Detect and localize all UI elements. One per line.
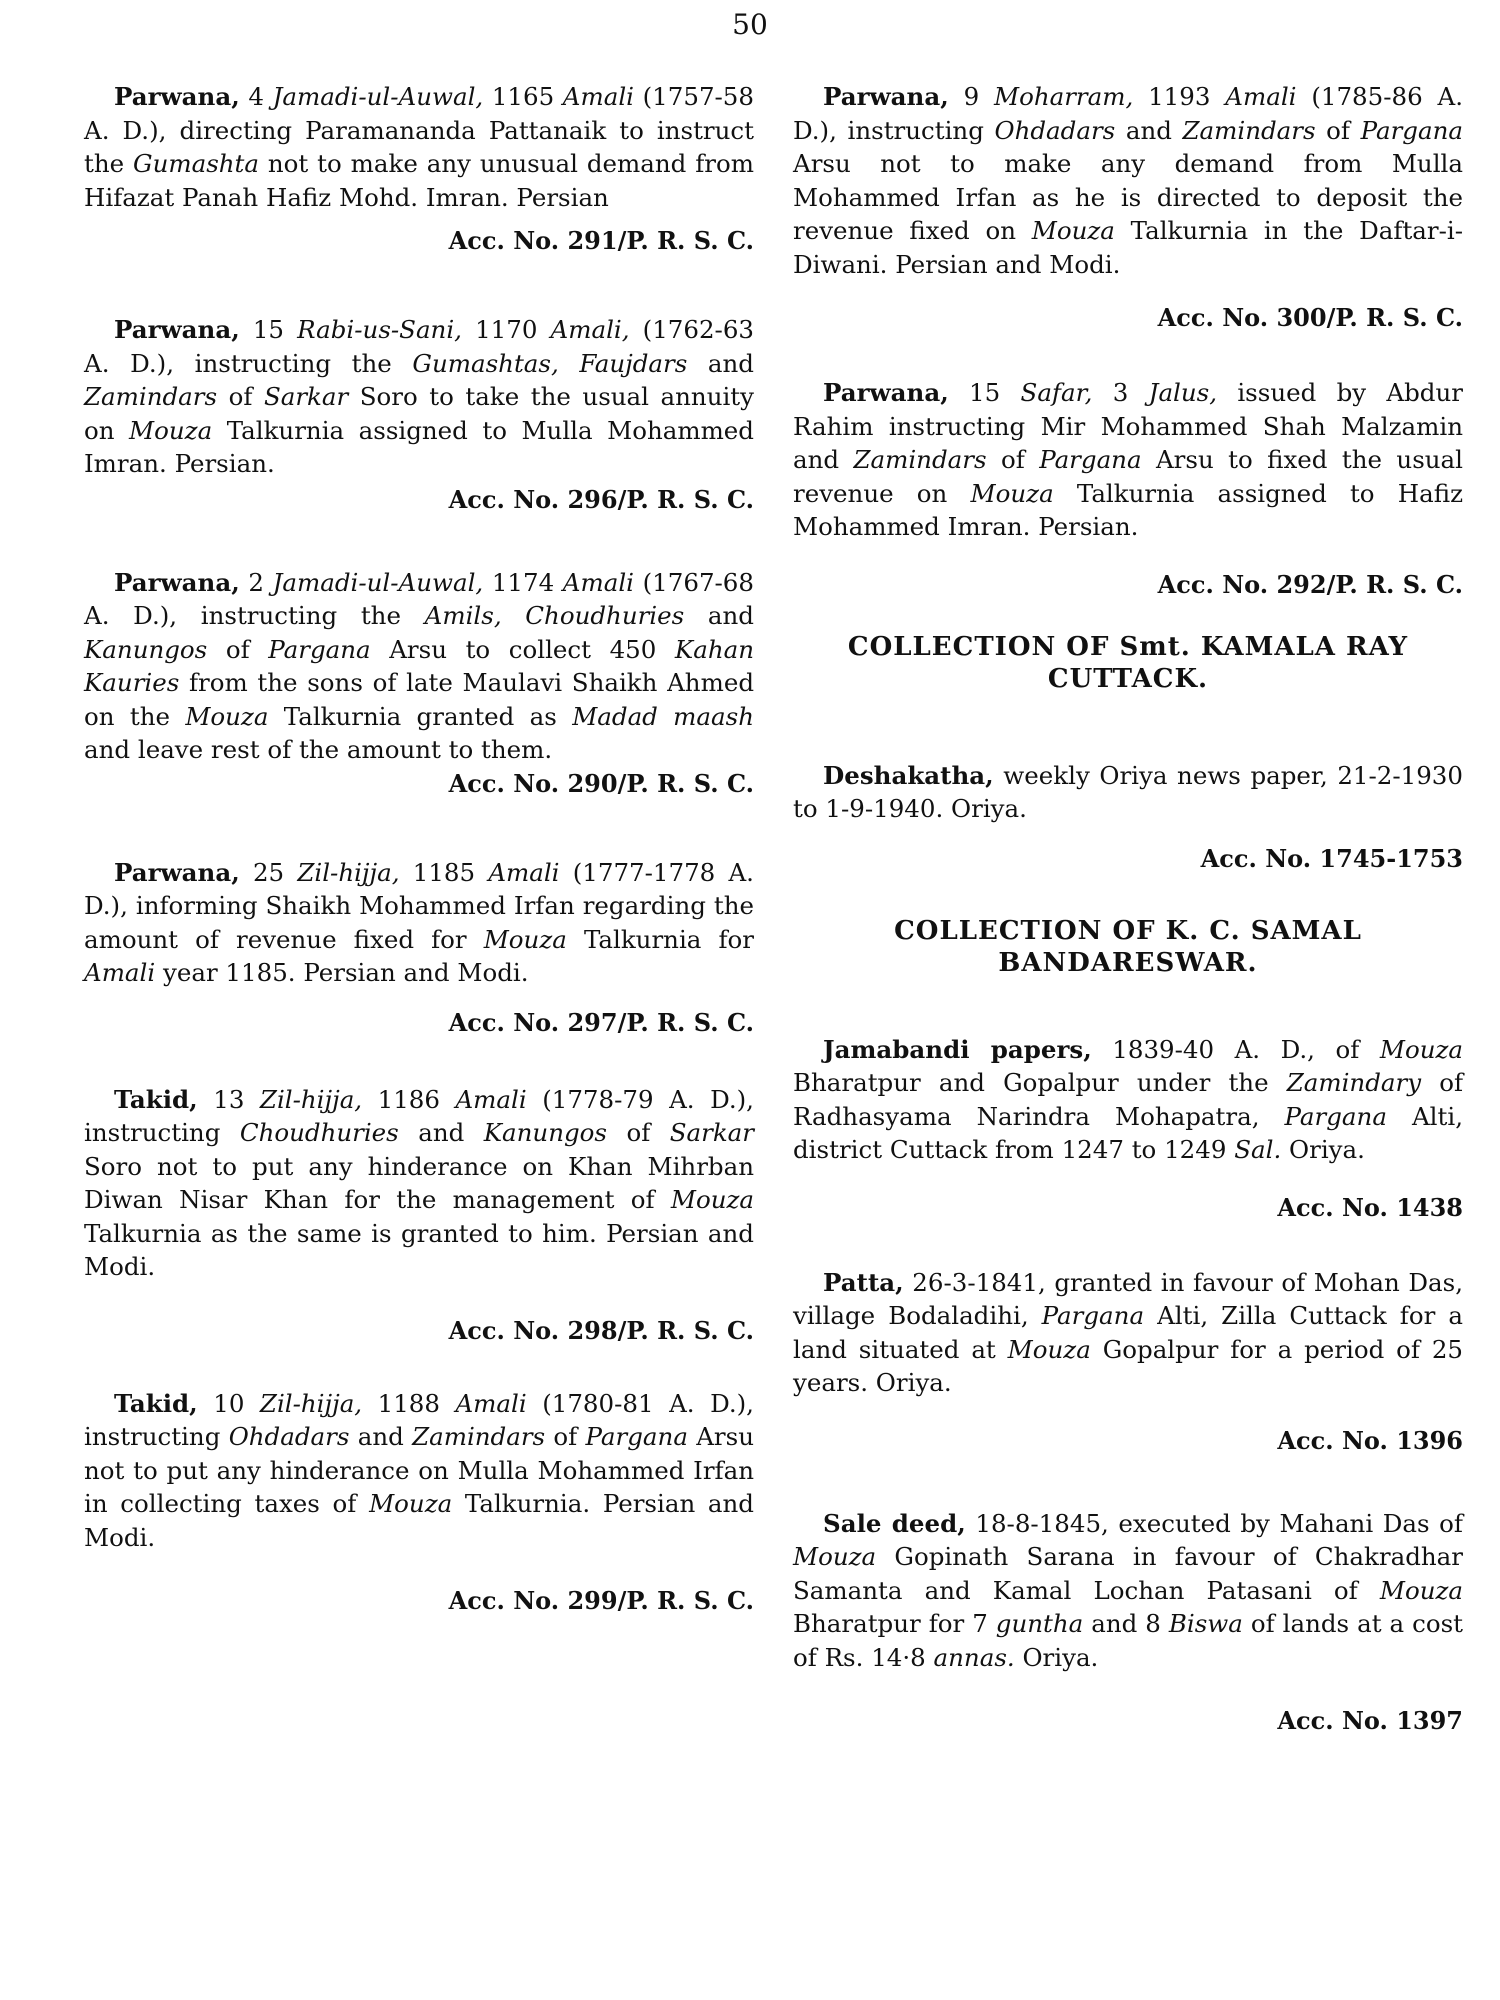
italic-term: Mouza <box>1031 216 1115 245</box>
entry-text <box>793 1507 1463 1675</box>
entry-fragment: (1780-81 A. D.), instructing <box>84 1388 754 1451</box>
entry-fragment: and <box>349 1422 413 1451</box>
entry-title: Deshakatha, <box>823 760 994 790</box>
page-number: 50 <box>732 8 768 41</box>
entry-fragment: 15 <box>239 315 298 344</box>
italic-term: Pargana <box>1039 445 1142 474</box>
entry-title: Takid, <box>114 1084 198 1114</box>
catalogue-entry <box>84 313 754 514</box>
catalogue-entry <box>793 759 1463 873</box>
italic-term: Pargana <box>1360 115 1463 145</box>
entry-fragment: Arsu not to make any demand from Mulla Mohammed Irfan as he is directed to deposit the revenue fixed on <box>793 149 1463 245</box>
entry-fragment: of <box>607 1118 670 1147</box>
catalogue-entry <box>84 1083 754 1345</box>
catalogue-entry <box>793 1033 1463 1222</box>
entry-text <box>84 313 754 481</box>
entry-fragment: Bharatpur and Gopalpur under the <box>793 1068 1287 1097</box>
italic-term: Zamindars <box>412 1422 546 1451</box>
entry-fragment: of lands at a cost of Rs. 14·8 <box>793 1609 1463 1672</box>
accession-number: Acc. No. 299/P. R. S. C. <box>448 1586 754 1615</box>
entry-fragment: 10 <box>197 1388 260 1418</box>
italic-term: Mouza <box>793 1542 877 1571</box>
entry-fragment: Bharatpur for 7 <box>793 1609 996 1638</box>
italic-term: Gumashta <box>133 149 260 178</box>
italic-term: Pargana <box>585 1422 688 1451</box>
italic-term: Ohdadars <box>228 1422 350 1451</box>
entry-title: Takid, <box>114 1388 198 1418</box>
entry-text <box>84 856 754 990</box>
accession-number: Acc. No. 1397 <box>1277 1706 1463 1735</box>
entry-fragment: (1777-1778 A. D.), informing Shaikh Mohammed Irfan regarding the amount of revenue fixed for <box>84 857 754 954</box>
italic-term: Amali <box>1225 82 1297 111</box>
entry-title: Parwana, <box>114 315 240 344</box>
entry-fragment: 1185 <box>399 857 489 887</box>
italic-term: Amali <box>455 1388 527 1418</box>
entry-fragment: Talkurnia. Persian and Modi. <box>84 1489 754 1552</box>
entry-fragment: Gopinath Sarana in favour of Chakradhar Samanta and Kamal Lochan Patasani of <box>793 1542 1463 1605</box>
entry-fragment: 1193 <box>1133 82 1226 111</box>
italic-term: Zil-hijja, <box>259 1388 363 1418</box>
entry-fragment: Alti, Zilla Cuttack for a land situated at <box>793 1301 1464 1364</box>
entry-title: Parwana, <box>114 567 240 597</box>
italic-term: Biswa <box>1168 1609 1243 1638</box>
entry-fragment: Talkurnia assigned to Mulla Mohammed Imran. Persian. <box>84 415 754 478</box>
italic-term: Zamindars <box>1182 115 1316 145</box>
entry-fragment: 1188 <box>362 1388 456 1418</box>
entry-fragment: of <box>545 1422 586 1451</box>
entry-fragment: (1762-63 A. D.), instructing the <box>84 315 754 378</box>
accession-number: Acc. No. 298/P. R. S. C. <box>448 1315 754 1345</box>
entry-text <box>84 566 754 767</box>
entry-fragment: Arsu to collect 450 <box>370 634 675 664</box>
entry-fragment: 3 <box>1092 378 1149 407</box>
italic-term: Ohdadars <box>994 115 1116 145</box>
italic-term: Kanungos <box>84 634 208 664</box>
italic-term: Safar, <box>1020 378 1093 407</box>
catalogue-entry <box>793 376 1463 599</box>
entry-fragment: of Radhasyama Narindra Mohapatra, <box>793 1068 1464 1131</box>
italic-term: Mouza <box>1007 1334 1091 1364</box>
entry-fragment: 1839-40 A. D., of <box>1091 1034 1380 1064</box>
entry-fragment: and 8 <box>1083 1609 1169 1638</box>
entry-fragment: (1778-79 A. D.), instructing <box>84 1084 754 1147</box>
entry-fragment: Arsu to fixed the usual revenue on <box>793 445 1463 508</box>
catalogue-entry <box>84 80 754 255</box>
collection-heading: COLLECTION OF K. C. SAMAL BANDARESWAR. <box>894 915 1362 978</box>
entry-fragment: Soro to take the usual annuity on <box>84 382 754 445</box>
entry-fragment: 1186 <box>362 1084 456 1114</box>
catalogue-entry <box>793 80 1463 332</box>
italic-term: Amali, <box>550 315 630 344</box>
entry-fragment: Talkurnia granted as <box>268 701 573 731</box>
italic-term: Sal. <box>1234 1135 1282 1164</box>
italic-term: Madad maash <box>572 701 754 731</box>
italic-term: Amali <box>562 82 634 111</box>
italic-term: Moharram, <box>993 82 1134 111</box>
entry-fragment: 1165 <box>483 82 563 111</box>
entry-fragment: 4 <box>239 82 273 111</box>
accession-number: Acc. No. 291/P. R. S. C. <box>448 226 754 255</box>
italic-term: Mouza <box>129 415 213 445</box>
entry-text <box>793 1033 1463 1167</box>
entry-fragment: 1170 <box>461 315 551 344</box>
catalogue-entry <box>84 566 754 798</box>
italic-term: Kahan Kauries <box>84 634 754 697</box>
entry-fragment: (1767-68 A. D.), instructing the <box>84 567 754 630</box>
entry-fragment: 15 <box>948 378 1021 407</box>
entry-fragment: Oriya. <box>1281 1135 1365 1164</box>
italic-term: Zil-hijja, <box>297 857 400 887</box>
entry-text <box>793 376 1463 544</box>
entry-fragment: and <box>398 1118 484 1147</box>
entry-fragment: and <box>1115 115 1183 145</box>
entry-fragment: Oriya. <box>1014 1642 1099 1672</box>
italic-term: Mouza <box>369 1489 453 1518</box>
entry-title: Parwana, <box>823 378 949 407</box>
italic-term: Jalus, <box>1148 378 1218 407</box>
entry-fragment: Talkurnia in the Daftar-i-Diwani. Persian and Modi. <box>793 216 1464 279</box>
entry-fragment: 13 <box>197 1084 260 1114</box>
italic-term: Zamindars <box>84 382 218 411</box>
italic-term: Mouza <box>1379 1575 1463 1605</box>
italic-term: Jamadi-ul-Auwal, <box>272 567 484 597</box>
entry-fragment: Alti, district Cuttack from 1247 to 1249 <box>793 1101 1463 1164</box>
entry-fragment: 26-3-1841, granted in favour of Mohan Das, village Bodaladihi, <box>793 1267 1463 1330</box>
entry-title: Parwana, <box>823 82 949 111</box>
entry-fragment: and leave rest of the amount to them. <box>84 735 553 764</box>
entry-title: Sale deed, <box>823 1508 966 1538</box>
italic-term: Mouza <box>185 701 269 731</box>
italic-term: Mouza <box>670 1185 754 1214</box>
entry-fragment: from the sons of late Maulavi Shaikh Ahmed on the <box>84 668 754 731</box>
entry-title: Parwana, <box>114 82 240 111</box>
entry-text <box>84 1083 754 1284</box>
entry-text <box>793 80 1463 281</box>
catalogue-entry <box>84 856 754 1037</box>
entry-fragment: Talkurnia assigned to Hafiz Mohammed Imran. Persian. <box>793 478 1463 541</box>
right-column <box>793 80 1463 1735</box>
italic-term: Amali <box>455 1084 527 1114</box>
italic-term: Choudhuries <box>239 1118 399 1147</box>
entry-fragment: of <box>207 634 269 664</box>
accession-number: Acc. No. 1396 <box>1277 1425 1463 1455</box>
italic-term: Pargana <box>268 634 371 664</box>
entry-fragment: (1757-58 A. D.), directing Paramananda Pattanaik to instruct the <box>84 82 754 178</box>
catalogue-entry <box>793 1507 1463 1736</box>
italic-term: Jamadi-ul-Auwal, <box>272 82 484 111</box>
entry-fragment: 2 <box>239 567 273 597</box>
entry-fragment: 25 <box>239 857 298 887</box>
italic-term: Gumashtas, Faujdars <box>412 348 688 378</box>
entry-fragment: Gopalpur for a period of 25 years. Oriya. <box>793 1334 1463 1397</box>
italic-term: guntha <box>995 1609 1084 1638</box>
accession-number: Acc. No. 290/P. R. S. C. <box>448 768 754 798</box>
entry-text <box>84 80 754 214</box>
entry-fragment: Arsu not to put any hinderance on Mulla Mohammed Irfan in collecting taxes of <box>84 1422 754 1518</box>
italic-term: Mouza <box>1379 1034 1463 1064</box>
italic-term: Mouza <box>483 924 567 954</box>
accession-number: Acc. No. 296/P. R. S. C. <box>448 484 754 514</box>
italic-term: annas. <box>933 1642 1015 1672</box>
italic-term: Amali <box>488 857 560 887</box>
entry-fragment: 1174 <box>483 567 563 597</box>
entry-fragment: (1785-86 A. D.), instructing <box>793 82 1463 145</box>
entry-fragment: and <box>684 601 754 630</box>
entry-title: Patta, <box>823 1267 904 1297</box>
entry-fragment: year 1185. Persian and Modi. <box>155 958 529 987</box>
entry-text <box>793 1266 1463 1400</box>
catalogue-entry <box>793 1266 1463 1455</box>
accession-number: Acc. No. 1438 <box>1277 1192 1463 1222</box>
entry-fragment: of <box>1315 115 1361 145</box>
entry-title: Parwana, <box>114 857 240 887</box>
italic-term: Pargana <box>1284 1101 1387 1131</box>
entry-title: Jamabandi papers, <box>823 1034 1092 1064</box>
italic-term: Kanungos <box>483 1118 607 1147</box>
entry-fragment: weekly Oriya news paper, 21-2-1930 to 1-9-1940. Oriya. <box>793 760 1463 823</box>
entry-fragment: of <box>217 382 264 411</box>
entry-fragment: issued by Abdur Rahim instructing Mir Mohammed Shah Malzamin and <box>793 378 1463 474</box>
entry-fragment: not to make any unusual demand from Hifazat Panah Hafiz Mohd. Imran. Persian <box>84 149 754 212</box>
italic-term: Pargana <box>1041 1301 1145 1330</box>
entry-fragment: Talkurnia for <box>566 924 754 954</box>
accession-number: Acc. No. 300/P. R. S. C. <box>1157 303 1463 332</box>
entry-text <box>793 759 1463 826</box>
accession-number: Acc. No. 1745-1753 <box>1200 843 1463 873</box>
catalogue-entry <box>84 1387 754 1616</box>
entry-fragment: and <box>687 348 754 378</box>
left-column <box>84 80 754 1615</box>
collection-heading: COLLECTION OF Smt. KAMALA RAY CUTTACK. <box>847 631 1409 694</box>
italic-term: Sarkar <box>669 1118 754 1147</box>
italic-term: Zamindars <box>853 445 987 474</box>
italic-term: Amali <box>84 958 156 987</box>
entry-fragment: of <box>986 445 1040 474</box>
italic-term: Sarkar <box>263 382 349 411</box>
entry-text <box>84 1387 754 1555</box>
accession-number: Acc. No. 292/P. R. S. C. <box>1157 569 1463 599</box>
italic-term: Amali <box>562 567 634 597</box>
entry-fragment: 18-8-1845, executed by Mahani Das of <box>965 1508 1463 1538</box>
accession-number: Acc. No. 297/P. R. S. C. <box>448 1007 754 1037</box>
italic-term: Amils, Choudhuries <box>424 601 685 630</box>
italic-term: Mouza <box>970 478 1054 508</box>
italic-term: Zamindary <box>1286 1068 1422 1097</box>
italic-term: Zil-hijja, <box>259 1084 363 1114</box>
entry-fragment: 9 <box>948 82 994 111</box>
entry-fragment: Talkurnia as the same is granted to him. Persian and Modi. <box>84 1218 754 1281</box>
entry-fragment: Soro not to put any hinderance on Khan Mihrban Diwan Nisar Khan for the management of <box>84 1151 754 1214</box>
italic-term: Rabi-us-Sani, <box>297 315 462 344</box>
